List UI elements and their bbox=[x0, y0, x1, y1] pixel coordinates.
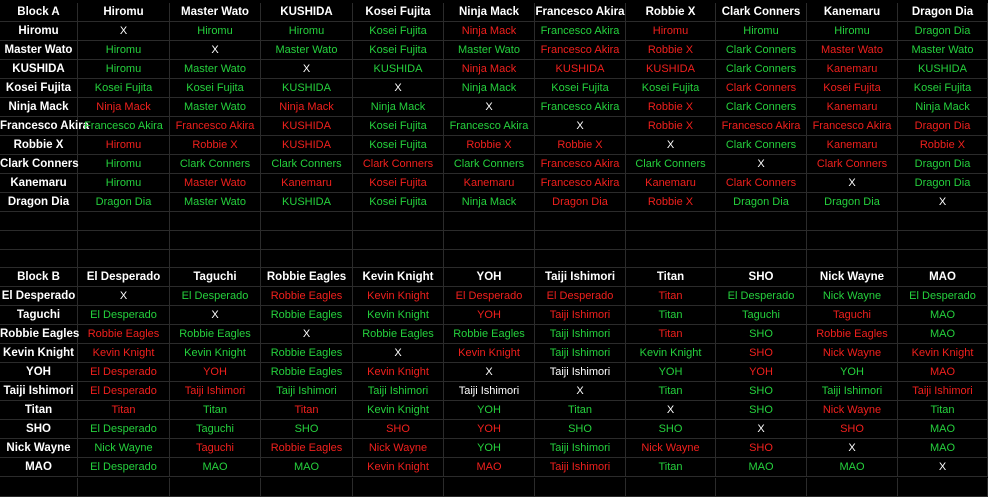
result-cell[interactable]: Francesco Akira bbox=[807, 117, 898, 136]
result-cell[interactable]: Taiji Ishimori bbox=[170, 382, 261, 401]
empty-cell[interactable] bbox=[353, 478, 444, 497]
column-header-cell[interactable]: Kanemaru bbox=[807, 3, 898, 22]
result-cell[interactable]: Titan bbox=[626, 306, 716, 325]
result-cell[interactable]: Robbie Eagles bbox=[78, 325, 170, 344]
empty-cell[interactable] bbox=[261, 231, 353, 250]
result-cell[interactable]: Kanemaru bbox=[261, 174, 353, 193]
result-cell[interactable]: Titan bbox=[898, 401, 988, 420]
column-header-cell[interactable]: Robbie X bbox=[626, 3, 716, 22]
result-cell[interactable]: MAO bbox=[807, 458, 898, 477]
result-cell[interactable]: Robbie Eagles bbox=[353, 325, 444, 344]
column-header-cell[interactable]: Hiromu bbox=[78, 3, 170, 22]
row-header-cell[interactable]: Clark Conners bbox=[0, 155, 78, 174]
empty-cell[interactable] bbox=[0, 250, 78, 268]
result-cell[interactable]: SHO bbox=[261, 420, 353, 439]
result-cell[interactable]: Robbie X bbox=[626, 117, 716, 136]
result-cell[interactable]: El Desperado bbox=[78, 382, 170, 401]
result-cell[interactable]: Hiromu bbox=[170, 22, 261, 41]
empty-cell[interactable] bbox=[898, 250, 988, 268]
result-cell[interactable]: X bbox=[535, 382, 626, 401]
result-cell[interactable]: Ninja Mack bbox=[898, 98, 988, 117]
result-cell[interactable]: MAO bbox=[170, 458, 261, 477]
result-cell[interactable]: Kosei Fujita bbox=[78, 79, 170, 98]
result-cell[interactable]: MAO bbox=[898, 306, 988, 325]
result-cell[interactable]: Clark Conners bbox=[716, 98, 807, 117]
result-cell[interactable]: Clark Conners bbox=[261, 155, 353, 174]
result-cell[interactable]: Clark Conners bbox=[444, 155, 535, 174]
result-cell[interactable]: MAO bbox=[898, 325, 988, 344]
empty-cell[interactable] bbox=[170, 250, 261, 268]
result-cell[interactable]: Robbie Eagles bbox=[261, 363, 353, 382]
result-cell[interactable]: Dragon Dia bbox=[535, 193, 626, 212]
empty-cell[interactable] bbox=[170, 231, 261, 250]
row-header-cell[interactable]: Kevin Knight bbox=[0, 344, 78, 363]
empty-cell[interactable] bbox=[444, 478, 535, 497]
row-header-cell[interactable]: Kanemaru bbox=[0, 174, 78, 193]
empty-cell[interactable] bbox=[535, 231, 626, 250]
result-cell[interactable]: X bbox=[898, 458, 988, 477]
empty-cell[interactable] bbox=[444, 231, 535, 250]
result-cell[interactable]: Kosei Fujita bbox=[353, 174, 444, 193]
empty-cell[interactable] bbox=[170, 212, 261, 231]
result-cell[interactable]: Kosei Fujita bbox=[898, 79, 988, 98]
row-header-cell[interactable]: Taiji Ishimori bbox=[0, 382, 78, 401]
result-cell[interactable]: Titan bbox=[170, 401, 261, 420]
result-cell[interactable]: Dragon Dia bbox=[898, 174, 988, 193]
result-cell[interactable]: Francesco Akira bbox=[170, 117, 261, 136]
result-cell[interactable]: Taiji Ishimori bbox=[535, 344, 626, 363]
empty-cell[interactable] bbox=[0, 212, 78, 231]
row-header-cell[interactable]: Nick Wayne bbox=[0, 439, 78, 458]
result-cell[interactable]: El Desperado bbox=[78, 420, 170, 439]
column-header-cell[interactable]: KUSHIDA bbox=[261, 3, 353, 22]
result-cell[interactable]: Taiji Ishimori bbox=[444, 382, 535, 401]
result-cell[interactable]: KUSHIDA bbox=[261, 117, 353, 136]
result-cell[interactable]: El Desperado bbox=[898, 287, 988, 306]
result-cell[interactable]: Kosei Fujita bbox=[170, 79, 261, 98]
empty-cell[interactable] bbox=[898, 212, 988, 231]
empty-cell[interactable] bbox=[626, 250, 716, 268]
result-cell[interactable]: Robbie X bbox=[626, 41, 716, 60]
result-cell[interactable]: YOH bbox=[170, 363, 261, 382]
result-cell[interactable]: YOH bbox=[716, 363, 807, 382]
column-header-cell[interactable]: Master Wato bbox=[170, 3, 261, 22]
row-header-cell[interactable]: YOH bbox=[0, 363, 78, 382]
result-cell[interactable]: Taiji Ishimori bbox=[353, 382, 444, 401]
result-cell[interactable]: Hiromu bbox=[716, 22, 807, 41]
result-cell[interactable]: KUSHIDA bbox=[535, 60, 626, 79]
column-header-cell[interactable]: Dragon Dia bbox=[898, 3, 988, 22]
result-cell[interactable]: Taguchi bbox=[170, 439, 261, 458]
result-cell[interactable]: Taiji Ishimori bbox=[535, 458, 626, 477]
result-cell[interactable]: YOH bbox=[626, 363, 716, 382]
result-cell[interactable]: SHO bbox=[807, 420, 898, 439]
row-header-cell[interactable]: SHO bbox=[0, 420, 78, 439]
result-cell[interactable]: Kevin Knight bbox=[898, 344, 988, 363]
empty-cell[interactable] bbox=[535, 212, 626, 231]
empty-cell[interactable] bbox=[807, 212, 898, 231]
empty-cell[interactable] bbox=[78, 212, 170, 231]
result-cell[interactable]: Francesco Akira bbox=[535, 98, 626, 117]
result-cell[interactable]: KUSHIDA bbox=[626, 60, 716, 79]
result-cell[interactable]: Titan bbox=[261, 401, 353, 420]
empty-cell[interactable] bbox=[807, 478, 898, 497]
empty-cell[interactable] bbox=[626, 212, 716, 231]
column-header-cell[interactable]: Nick Wayne bbox=[807, 268, 898, 287]
result-cell[interactable]: X bbox=[170, 41, 261, 60]
result-cell[interactable]: KUSHIDA bbox=[353, 60, 444, 79]
result-cell[interactable]: Taiji Ishimori bbox=[535, 363, 626, 382]
result-cell[interactable]: Nick Wayne bbox=[807, 401, 898, 420]
result-cell[interactable]: Robbie Eagles bbox=[261, 439, 353, 458]
result-cell[interactable]: Taiji Ishimori bbox=[535, 439, 626, 458]
result-cell[interactable]: Taguchi bbox=[716, 306, 807, 325]
result-cell[interactable]: Robbie Eagles bbox=[261, 287, 353, 306]
result-cell[interactable]: X bbox=[807, 174, 898, 193]
result-cell[interactable]: Robbie X bbox=[444, 136, 535, 155]
empty-cell[interactable] bbox=[261, 478, 353, 497]
column-header-cell[interactable]: Clark Conners bbox=[716, 3, 807, 22]
result-cell[interactable]: Titan bbox=[626, 287, 716, 306]
result-cell[interactable]: Robbie Eagles bbox=[261, 306, 353, 325]
result-cell[interactable]: X bbox=[535, 117, 626, 136]
result-cell[interactable]: Kevin Knight bbox=[78, 344, 170, 363]
result-cell[interactable]: KUSHIDA bbox=[261, 79, 353, 98]
result-cell[interactable]: Dragon Dia bbox=[898, 155, 988, 174]
result-cell[interactable]: Taiji Ishimori bbox=[261, 382, 353, 401]
row-header-cell[interactable]: El Desperado bbox=[0, 287, 78, 306]
result-cell[interactable]: YOH bbox=[444, 439, 535, 458]
result-cell[interactable]: Clark Conners bbox=[716, 136, 807, 155]
result-cell[interactable]: Kevin Knight bbox=[444, 344, 535, 363]
empty-cell[interactable] bbox=[716, 478, 807, 497]
result-cell[interactable]: Kosei Fujita bbox=[353, 193, 444, 212]
result-cell[interactable]: Kosei Fujita bbox=[535, 79, 626, 98]
result-cell[interactable]: Clark Conners bbox=[626, 155, 716, 174]
result-cell[interactable]: X bbox=[898, 193, 988, 212]
result-cell[interactable]: X bbox=[626, 401, 716, 420]
row-header-cell[interactable]: Taguchi bbox=[0, 306, 78, 325]
result-cell[interactable]: Taiji Ishimori bbox=[807, 382, 898, 401]
result-cell[interactable]: Hiromu bbox=[78, 155, 170, 174]
row-header-cell[interactable]: Hiromu bbox=[0, 22, 78, 41]
empty-cell[interactable] bbox=[716, 212, 807, 231]
result-cell[interactable]: SHO bbox=[716, 382, 807, 401]
result-cell[interactable]: Kanemaru bbox=[807, 98, 898, 117]
result-cell[interactable]: El Desperado bbox=[535, 287, 626, 306]
result-cell[interactable]: X bbox=[78, 22, 170, 41]
result-cell[interactable]: Nick Wayne bbox=[807, 344, 898, 363]
empty-cell[interactable] bbox=[353, 212, 444, 231]
result-cell[interactable]: Kosei Fujita bbox=[353, 136, 444, 155]
result-cell[interactable]: Ninja Mack bbox=[261, 98, 353, 117]
result-cell[interactable]: Kanemaru bbox=[807, 60, 898, 79]
result-cell[interactable]: Francesco Akira bbox=[535, 174, 626, 193]
result-cell[interactable]: Hiromu bbox=[78, 174, 170, 193]
result-cell[interactable]: Hiromu bbox=[626, 22, 716, 41]
result-cell[interactable]: Kevin Knight bbox=[353, 287, 444, 306]
empty-cell[interactable] bbox=[78, 231, 170, 250]
result-cell[interactable]: Dragon Dia bbox=[78, 193, 170, 212]
result-cell[interactable]: SHO bbox=[353, 420, 444, 439]
row-header-cell[interactable]: Robbie X bbox=[0, 136, 78, 155]
row-header-cell[interactable]: Titan bbox=[0, 401, 78, 420]
empty-cell[interactable] bbox=[807, 250, 898, 268]
result-cell[interactable]: Dragon Dia bbox=[716, 193, 807, 212]
result-cell[interactable]: Kevin Knight bbox=[353, 401, 444, 420]
result-cell[interactable]: Clark Conners bbox=[716, 41, 807, 60]
empty-cell[interactable] bbox=[261, 212, 353, 231]
row-header-cell[interactable]: MAO bbox=[0, 458, 78, 477]
result-cell[interactable]: Nick Wayne bbox=[626, 439, 716, 458]
result-cell[interactable]: Robbie X bbox=[626, 193, 716, 212]
result-cell[interactable]: Hiromu bbox=[78, 136, 170, 155]
result-cell[interactable]: Kevin Knight bbox=[626, 344, 716, 363]
result-cell[interactable]: Taiji Ishimori bbox=[535, 325, 626, 344]
result-cell[interactable]: X bbox=[261, 60, 353, 79]
column-header-cell[interactable]: Taguchi bbox=[170, 268, 261, 287]
result-cell[interactable]: X bbox=[444, 363, 535, 382]
result-cell[interactable]: YOH bbox=[444, 420, 535, 439]
empty-cell[interactable] bbox=[0, 478, 78, 497]
result-cell[interactable]: Ninja Mack bbox=[353, 98, 444, 117]
result-cell[interactable]: MAO bbox=[261, 458, 353, 477]
result-cell[interactable]: X bbox=[353, 344, 444, 363]
result-cell[interactable]: Kosei Fujita bbox=[807, 79, 898, 98]
empty-cell[interactable] bbox=[78, 250, 170, 268]
result-cell[interactable]: SHO bbox=[535, 420, 626, 439]
result-cell[interactable]: X bbox=[626, 136, 716, 155]
result-cell[interactable]: Francesco Akira bbox=[535, 22, 626, 41]
result-cell[interactable]: El Desperado bbox=[170, 287, 261, 306]
result-cell[interactable]: X bbox=[261, 325, 353, 344]
result-cell[interactable]: SHO bbox=[716, 401, 807, 420]
result-cell[interactable]: Hiromu bbox=[78, 41, 170, 60]
column-header-cell[interactable]: Francesco Akira bbox=[535, 3, 626, 22]
result-cell[interactable]: Francesco Akira bbox=[716, 117, 807, 136]
result-cell[interactable]: MAO bbox=[444, 458, 535, 477]
result-cell[interactable]: X bbox=[716, 155, 807, 174]
block-title-cell[interactable]: Block B bbox=[0, 268, 78, 287]
result-cell[interactable]: Titan bbox=[626, 382, 716, 401]
result-cell[interactable]: Master Wato bbox=[261, 41, 353, 60]
result-cell[interactable]: Robbie Eagles bbox=[444, 325, 535, 344]
result-cell[interactable]: Francesco Akira bbox=[535, 41, 626, 60]
empty-cell[interactable] bbox=[535, 478, 626, 497]
result-cell[interactable]: X bbox=[353, 79, 444, 98]
result-cell[interactable]: Kosei Fujita bbox=[626, 79, 716, 98]
result-cell[interactable]: Dragon Dia bbox=[898, 22, 988, 41]
result-cell[interactable]: MAO bbox=[716, 458, 807, 477]
column-header-cell[interactable]: SHO bbox=[716, 268, 807, 287]
result-cell[interactable]: X bbox=[170, 306, 261, 325]
result-cell[interactable]: Nick Wayne bbox=[353, 439, 444, 458]
result-cell[interactable]: Taguchi bbox=[807, 306, 898, 325]
column-header-cell[interactable]: Kevin Knight bbox=[353, 268, 444, 287]
result-cell[interactable]: YOH bbox=[807, 363, 898, 382]
result-cell[interactable]: Kosei Fujita bbox=[353, 22, 444, 41]
result-cell[interactable]: Master Wato bbox=[898, 41, 988, 60]
result-cell[interactable]: Nick Wayne bbox=[78, 439, 170, 458]
result-cell[interactable]: Robbie X bbox=[170, 136, 261, 155]
result-cell[interactable]: Kanemaru bbox=[444, 174, 535, 193]
empty-cell[interactable] bbox=[78, 478, 170, 497]
empty-cell[interactable] bbox=[353, 231, 444, 250]
result-cell[interactable]: Clark Conners bbox=[716, 174, 807, 193]
result-cell[interactable]: X bbox=[807, 439, 898, 458]
result-cell[interactable]: SHO bbox=[716, 439, 807, 458]
result-cell[interactable]: Robbie X bbox=[535, 136, 626, 155]
result-cell[interactable]: Clark Conners bbox=[716, 79, 807, 98]
column-header-cell[interactable]: Titan bbox=[626, 268, 716, 287]
column-header-cell[interactable]: Ninja Mack bbox=[444, 3, 535, 22]
column-header-cell[interactable]: MAO bbox=[898, 268, 988, 287]
column-header-cell[interactable]: Robbie Eagles bbox=[261, 268, 353, 287]
result-cell[interactable]: Robbie Eagles bbox=[261, 344, 353, 363]
result-cell[interactable]: Kosei Fujita bbox=[353, 117, 444, 136]
empty-cell[interactable] bbox=[716, 231, 807, 250]
result-cell[interactable]: KUSHIDA bbox=[261, 193, 353, 212]
block-title-cell[interactable]: Block A bbox=[0, 3, 78, 22]
row-header-cell[interactable]: Dragon Dia bbox=[0, 193, 78, 212]
row-header-cell[interactable]: KUSHIDA bbox=[0, 60, 78, 79]
result-cell[interactable]: Kanemaru bbox=[626, 174, 716, 193]
empty-cell[interactable] bbox=[353, 250, 444, 268]
empty-cell[interactable] bbox=[261, 250, 353, 268]
result-cell[interactable]: Kosei Fujita bbox=[353, 41, 444, 60]
result-cell[interactable]: Robbie Eagles bbox=[170, 325, 261, 344]
result-cell[interactable]: Clark Conners bbox=[716, 60, 807, 79]
result-cell[interactable]: El Desperado bbox=[78, 363, 170, 382]
result-cell[interactable]: Master Wato bbox=[444, 41, 535, 60]
empty-cell[interactable] bbox=[535, 250, 626, 268]
result-cell[interactable]: X bbox=[78, 287, 170, 306]
empty-cell[interactable] bbox=[716, 250, 807, 268]
result-cell[interactable]: Titan bbox=[626, 325, 716, 344]
result-cell[interactable]: Ninja Mack bbox=[78, 98, 170, 117]
result-cell[interactable]: SHO bbox=[716, 344, 807, 363]
result-cell[interactable]: Master Wato bbox=[807, 41, 898, 60]
result-cell[interactable]: KUSHIDA bbox=[898, 60, 988, 79]
result-cell[interactable]: Robbie X bbox=[626, 98, 716, 117]
row-header-cell[interactable]: Kosei Fujita bbox=[0, 79, 78, 98]
result-cell[interactable]: MAO bbox=[898, 439, 988, 458]
result-cell[interactable]: Kanemaru bbox=[807, 136, 898, 155]
result-cell[interactable]: Titan bbox=[626, 458, 716, 477]
result-cell[interactable]: YOH bbox=[444, 401, 535, 420]
row-header-cell[interactable]: Robbie Eagles bbox=[0, 325, 78, 344]
result-cell[interactable]: Hiromu bbox=[807, 22, 898, 41]
result-cell[interactable]: Master Wato bbox=[170, 60, 261, 79]
result-cell[interactable]: X bbox=[444, 98, 535, 117]
column-header-cell[interactable]: Taiji Ishimori bbox=[535, 268, 626, 287]
empty-cell[interactable] bbox=[444, 212, 535, 231]
result-cell[interactable]: Kevin Knight bbox=[353, 363, 444, 382]
result-cell[interactable]: Ninja Mack bbox=[444, 60, 535, 79]
row-header-cell[interactable]: Francesco Akira bbox=[0, 117, 78, 136]
result-cell[interactable]: Clark Conners bbox=[170, 155, 261, 174]
empty-cell[interactable] bbox=[807, 231, 898, 250]
column-header-cell[interactable]: El Desperado bbox=[78, 268, 170, 287]
result-cell[interactable]: Hiromu bbox=[78, 60, 170, 79]
result-cell[interactable]: Titan bbox=[78, 401, 170, 420]
result-cell[interactable]: Dragon Dia bbox=[898, 117, 988, 136]
column-header-cell[interactable]: YOH bbox=[444, 268, 535, 287]
result-cell[interactable]: Robbie Eagles bbox=[807, 325, 898, 344]
result-cell[interactable]: Hiromu bbox=[261, 22, 353, 41]
empty-cell[interactable] bbox=[626, 231, 716, 250]
result-cell[interactable]: El Desperado bbox=[78, 306, 170, 325]
result-cell[interactable]: Master Wato bbox=[170, 193, 261, 212]
result-cell[interactable]: MAO bbox=[898, 420, 988, 439]
empty-cell[interactable] bbox=[170, 478, 261, 497]
row-header-cell[interactable]: Master Wato bbox=[0, 41, 78, 60]
result-cell[interactable]: Titan bbox=[535, 401, 626, 420]
result-cell[interactable]: El Desperado bbox=[78, 458, 170, 477]
result-cell[interactable]: Master Wato bbox=[170, 98, 261, 117]
result-cell[interactable]: YOH bbox=[444, 306, 535, 325]
result-cell[interactable]: Nick Wayne bbox=[807, 287, 898, 306]
row-header-cell[interactable]: Ninja Mack bbox=[0, 98, 78, 117]
empty-cell[interactable] bbox=[444, 250, 535, 268]
result-cell[interactable]: KUSHIDA bbox=[261, 136, 353, 155]
result-cell[interactable]: Kevin Knight bbox=[170, 344, 261, 363]
result-cell[interactable]: Francesco Akira bbox=[535, 155, 626, 174]
result-cell[interactable]: Master Wato bbox=[170, 174, 261, 193]
empty-cell[interactable] bbox=[898, 478, 988, 497]
result-cell[interactable]: Dragon Dia bbox=[807, 193, 898, 212]
result-cell[interactable]: Francesco Akira bbox=[78, 117, 170, 136]
column-header-cell[interactable]: Kosei Fujita bbox=[353, 3, 444, 22]
result-cell[interactable]: SHO bbox=[626, 420, 716, 439]
empty-cell[interactable] bbox=[626, 478, 716, 497]
empty-cell[interactable] bbox=[0, 231, 78, 250]
result-cell[interactable]: Robbie X bbox=[898, 136, 988, 155]
result-cell[interactable]: SHO bbox=[716, 325, 807, 344]
result-cell[interactable]: Ninja Mack bbox=[444, 22, 535, 41]
result-cell[interactable]: Kevin Knight bbox=[353, 458, 444, 477]
result-cell[interactable]: X bbox=[716, 420, 807, 439]
result-cell[interactable]: Taiji Ishimori bbox=[535, 306, 626, 325]
result-cell[interactable]: Clark Conners bbox=[353, 155, 444, 174]
result-cell[interactable]: Taiji Ishimori bbox=[898, 382, 988, 401]
result-cell[interactable]: Ninja Mack bbox=[444, 193, 535, 212]
result-cell[interactable]: El Desperado bbox=[716, 287, 807, 306]
result-cell[interactable]: Kevin Knight bbox=[353, 306, 444, 325]
empty-cell[interactable] bbox=[898, 231, 988, 250]
result-cell[interactable]: El Desperado bbox=[444, 287, 535, 306]
result-cell[interactable]: Francesco Akira bbox=[444, 117, 535, 136]
result-cell[interactable]: Clark Conners bbox=[807, 155, 898, 174]
result-cell[interactable]: Taguchi bbox=[170, 420, 261, 439]
result-cell[interactable]: MAO bbox=[898, 363, 988, 382]
result-cell[interactable]: Ninja Mack bbox=[444, 79, 535, 98]
